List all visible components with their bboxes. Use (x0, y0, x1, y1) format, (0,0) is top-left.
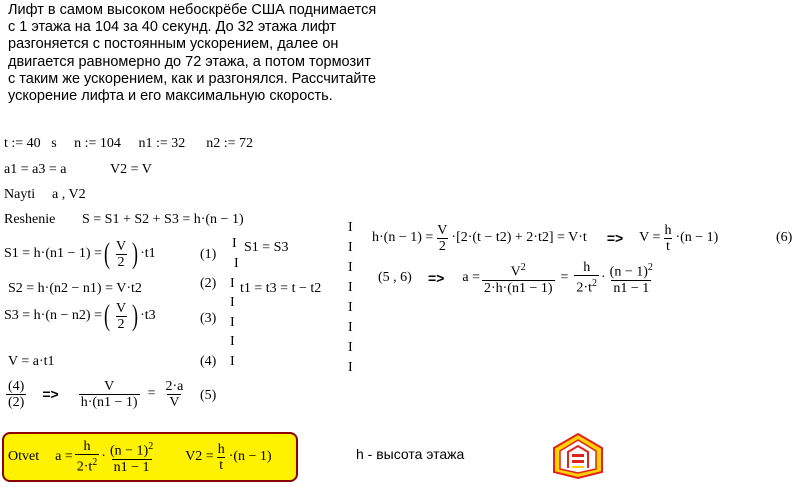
paren-right: ) (132, 237, 139, 270)
paren-left: ( (103, 237, 110, 270)
a-equals-2: = (560, 270, 569, 285)
given-n1: n1 := 32 (138, 136, 186, 151)
label-5: (5) (200, 388, 217, 403)
bar-mark: I (348, 240, 353, 255)
t-equation: t1 = t3 = t − t2 (240, 281, 322, 296)
a-den: 2·h·(n1 − 1) (483, 280, 553, 296)
ans-vnum: h (217, 441, 225, 457)
a-equals: a = (462, 270, 480, 285)
frac-den: 2 (117, 316, 125, 332)
a-nden: n1 − 1 (613, 280, 650, 296)
div-den: (2) (8, 394, 25, 410)
a-fraction (482, 260, 555, 296)
eq6-vnum: h (664, 222, 672, 238)
accel-result-line (428, 256, 657, 300)
v-over-2 (114, 239, 128, 270)
eq6-fden: 2 (438, 238, 446, 254)
ans-vden: t (219, 457, 224, 473)
label-3: (3) (200, 311, 217, 326)
logo-icon (552, 432, 604, 480)
eq6-vtail: ·(n − 1) (675, 230, 719, 245)
s1-equation (4, 236, 156, 272)
answer-box (2, 432, 298, 482)
exponent: 2 (647, 262, 653, 274)
s3-equation (4, 298, 156, 334)
ans-v-fraction (216, 442, 227, 473)
eq5-den: h·(n1 − 1) (80, 394, 138, 410)
given-n2: n2 := 72 (206, 136, 254, 151)
given-n: n := 104 (74, 136, 121, 151)
a-hden-text: 2·t (576, 280, 592, 296)
frac-num: V (115, 238, 127, 254)
v-over-2 (114, 301, 128, 332)
otvet-label: Otvet (8, 449, 40, 464)
a-dot: · (600, 270, 606, 285)
eq6-v-fraction (662, 223, 673, 254)
eq6-v: V = (639, 230, 661, 245)
eq5-rnum: 2·a (165, 378, 184, 394)
a-n-fraction (608, 260, 655, 296)
exponent: 2 (92, 457, 98, 469)
div-num: (4) (8, 378, 25, 394)
nayti-label: Nayti (4, 187, 36, 202)
bar-mark: I (232, 236, 237, 251)
ans-hden (75, 454, 100, 475)
implies-arrow: => (42, 386, 59, 402)
a-num (509, 260, 528, 280)
frac-den: 2 (117, 254, 125, 270)
bar-mark: I (348, 260, 353, 275)
eq6-fnum: V (437, 222, 448, 238)
ans-hnum: h (83, 439, 91, 455)
label-fraction (6, 379, 26, 410)
bar-mark: I (230, 354, 235, 369)
a-hden (574, 275, 599, 296)
given-t: t := 40 (4, 136, 41, 151)
paren-left: ( (103, 299, 110, 332)
s3-tail: ·t3 (140, 308, 156, 323)
exponent: 2 (591, 278, 597, 290)
eq6-mid: ·[2·(t − t2) + 2·t2] = V·t (451, 230, 587, 245)
exponent: 2 (148, 441, 154, 453)
label-2: (2) (200, 276, 217, 291)
bar-mark: I (348, 220, 353, 235)
bar-mark: I (230, 276, 235, 291)
a-nnum-text: (n − 1) (609, 264, 648, 280)
bar-mark: I (230, 334, 235, 349)
given-t-unit: s (51, 136, 57, 151)
exponent: 2 (520, 262, 526, 274)
label-1: (1) (200, 247, 217, 262)
frac-num: V (115, 300, 127, 316)
eq5-equals: = (147, 386, 156, 401)
ans-h-fraction (75, 439, 100, 475)
bar-mark: I (230, 315, 235, 330)
reshenie-label: Reshenie (4, 212, 56, 227)
a-h-fraction (574, 260, 599, 296)
answer-line (8, 434, 272, 480)
a-hnum: h (583, 260, 591, 276)
ans-a-equals: a = (55, 449, 73, 464)
ans-n-fraction (108, 439, 155, 475)
bar-mark: I (348, 280, 353, 295)
given-line (4, 136, 253, 152)
ans-nnum-text: (n − 1) (109, 443, 149, 459)
implies-arrow: => (606, 230, 624, 246)
ans-nden: n1 − 1 (113, 459, 150, 475)
bar-mark: I (348, 360, 353, 375)
label-6: (6) (776, 230, 793, 245)
v-at-equation: V = a·t1 (8, 354, 55, 369)
label-4: (4) (200, 354, 217, 369)
ans-nnum (108, 439, 155, 459)
s1-tail: ·t1 (140, 246, 156, 261)
eq6-left: h·(n − 1) = (372, 230, 434, 245)
accel-equation: a1 = a3 = a (4, 162, 67, 177)
eq6-line (372, 220, 718, 256)
problem-text: Лифт в самом высоком небоскрёбе США поднимается с 1 этажа на 104 за 40 секунд. До 32 этажа лифт разгоняется с постоянным ускорением, далее он двигается равномерно до 72 этажа, а потом тормозит с таким же ускорением, как и разгонялся. Рассчитайте ускорение лифта и его максимальную скорость. (8, 2, 377, 105)
bar-mark: I (234, 256, 239, 271)
a-num-v: V (510, 264, 521, 280)
eq6-vden: t (665, 238, 670, 254)
ans-vtail: ·(n − 1) (228, 449, 272, 464)
nayti-vars: a , V2 (52, 187, 86, 202)
eq5-rden: V (169, 394, 180, 410)
label-5-6: (5 , 6) (378, 270, 412, 285)
eq5-right-fraction (163, 379, 185, 410)
bar-mark: I (348, 320, 353, 335)
height-note: h - высота этажа (356, 446, 465, 462)
s1-left: S1 = h·(n1 − 1) = (4, 246, 102, 261)
ans-hden-text: 2·t (76, 459, 93, 475)
eq6-fraction (435, 223, 449, 254)
division-line (4, 374, 187, 414)
paren-right: ) (132, 299, 139, 332)
eq5-left-fraction (79, 379, 140, 410)
velocity-equation: V2 = V (110, 162, 152, 177)
bar-mark: I (348, 340, 353, 355)
a-nnum (608, 260, 655, 280)
s3-left: S3 = h·(n − n2) = (4, 308, 102, 323)
s2-equation: S2 = h·(n2 − n1) = V·t2 (8, 281, 142, 296)
bar-mark: I (348, 300, 353, 315)
sum-equation: S = S1 + S2 + S3 = h·(n − 1) (82, 212, 244, 227)
s1-equals-s3: S1 = S3 (244, 240, 289, 255)
ans-dot: · (101, 449, 106, 464)
eq5-num: V (104, 378, 115, 394)
implies-arrow: => (428, 270, 445, 286)
bar-mark: I (230, 295, 235, 310)
ans-v-equals: V2 = (185, 449, 214, 464)
